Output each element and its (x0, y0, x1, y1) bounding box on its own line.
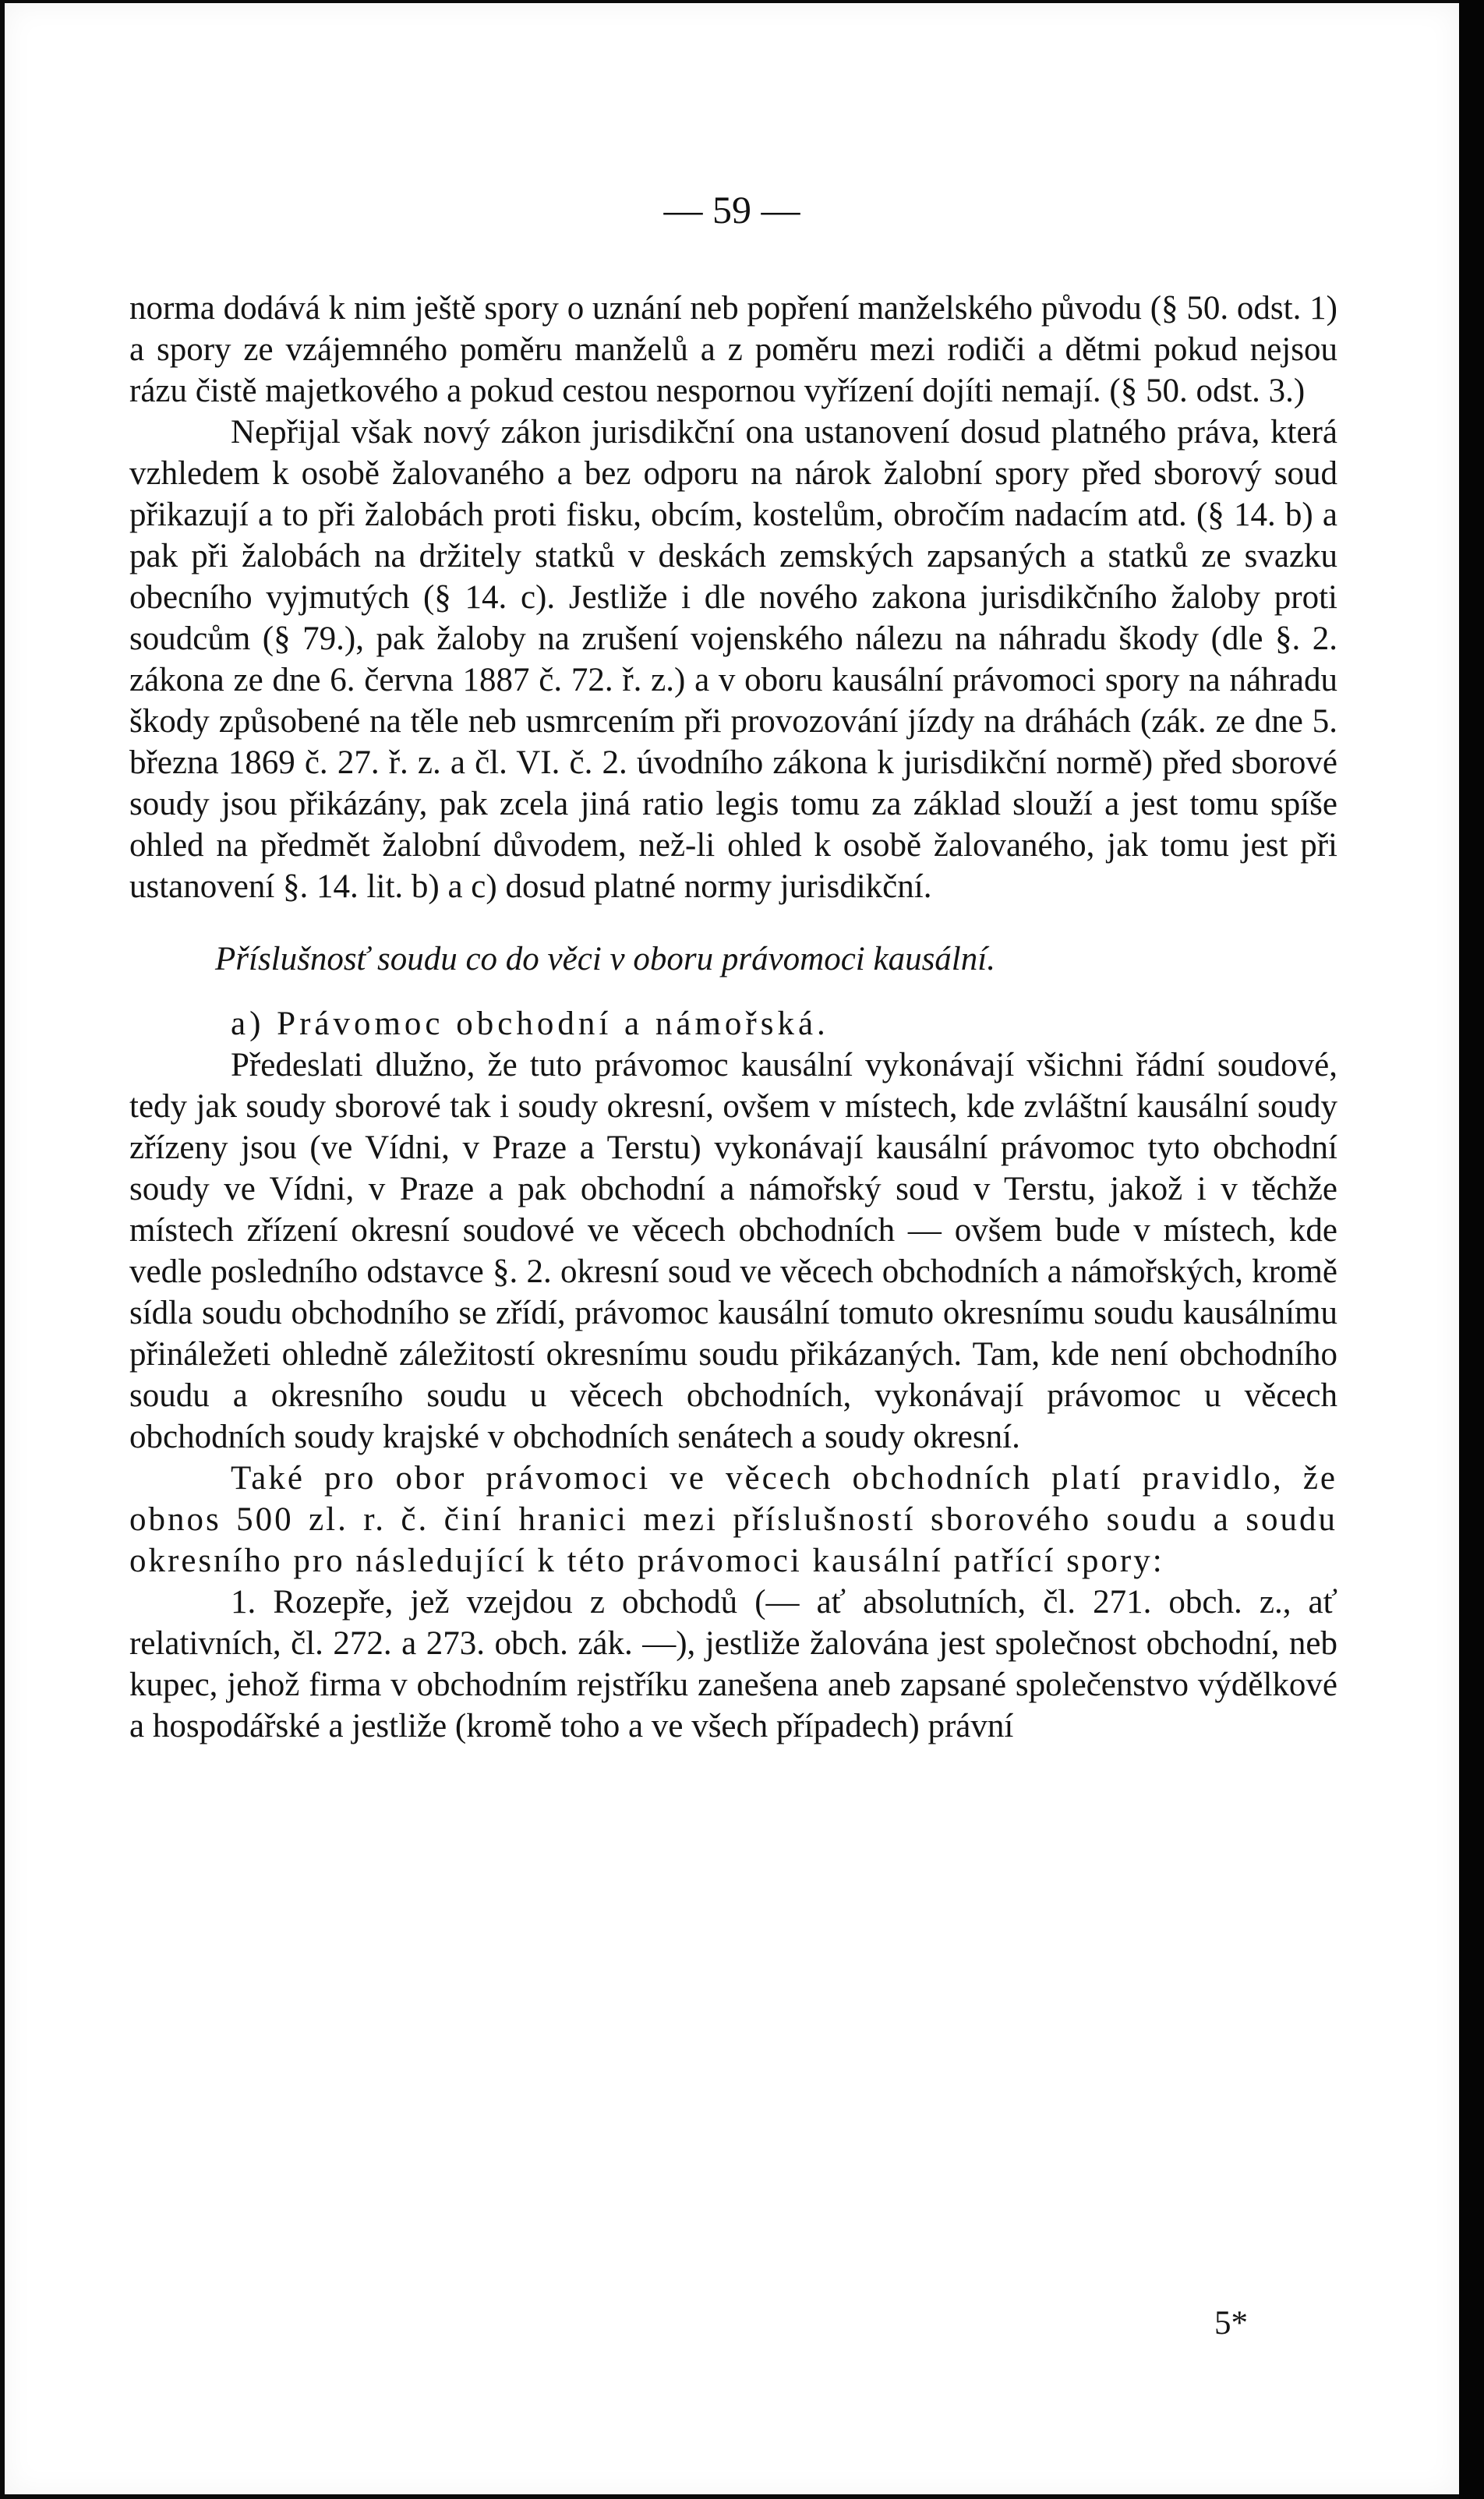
paragraph: Také pro obor právomoci ve věcech obchodních platí pravidlo, že obnos 500 zl. r. č. činí hranici mezi příslušností sborového soudu a soudu okresního pro následující k této právomoci kausální patřící spory: (129, 1460, 1337, 1579)
subsection-heading: a) Právomoc obchodní a námořská. (231, 1006, 829, 1042)
paragraph: Předeslati dlužno, že tuto právomoc kausální vykonávají všichni řádní soudové, tedy jak soudy sborové tak i soudy okresní, ovšem v místech, kde zvláštní kausální soudy zřízeny jsou (ve Vídni, v Praze a Terstu) vykonávají kausální právomoc tyto obchodní soudy ve Vídni, v Praze a pak obchodní a námořský soud v Terstu, jakož i v těchže místech zřízení okresní soudové ve věcech obchodních — ovšem bude v místech, kde vedle posledního odstavce §. 2. okresní soud ve věcech obchodních a námořských, kromě sídla soudu obchodního se zřídí, právomoc kausální tomuto okresnímu soudu kausálnímu přináležeti ohledně záležitostí okresnímu soudu přikázaných. Tam, kde není obchodního soudu a okresního soudu u věcech obchodních, vykonávají právomoc u věcech obchodních soudy krajské v obchodních senátech a soudy okresní. (129, 1047, 1337, 1455)
signature-mark: 5* (1214, 2305, 1248, 2342)
body-text (129, 288, 1337, 1747)
scan-edge (1459, 0, 1484, 2499)
section-title: Příslušnosť soudu co do věci v oboru právomoci kausální. (215, 941, 995, 977)
page-number-header: — 59 — (663, 188, 800, 232)
document-page (5, 3, 1459, 2494)
paragraph: Nepřijal však nový zákon jurisdikční ona ustanovení dosud platného práva, která vzhledem k osobě žalovaného a bez odporu na nárok žalobní spory před sborový soud přikazují a to při žalobách proti fisku, obcím, kostelům, obročím nadacím atd. (§ 14. b) a pak při žalobách na držitely statků v deskách zemských zapsaných a statků ze svazku obecního vyjmutých (§ 14. c). Jestliže i dle nového zakona jurisdikčního žaloby proti soudcům (§ 79.), pak žaloby na zrušení vojenského nálezu na náhradu škody (dle §. 2. zákona ze dne 6. června 1887 č. 72. ř. z.) a v oboru kausální právomoci spory na náhradu škody způsobené na těle neb usmrcením při provozování jízdy na dráhách (zák. ze dne 5. března 1869 č. 27. ř. z. a čl. VI. č. 2. úvodního zákona k jurisdikční normě) před sborové soudy jsou přikázány, pak zcela jiná ratio legis tomu za základ slouží a jest tomu spíše ohled na předmět žalobní důvodem, než-li ohled k osobě žalovaného, jak tomu jest při ustanovení §. 14. lit. b) a c) dosud platné normy jurisdikční. (129, 414, 1337, 905)
paragraph-continuation: norma dodává k nim ještě spory o uznání neb popření manželského původu (§ 50. odst. 1) a spory ze vzájemného poměru manželů a z poměru mezi rodiči a dětmi pokud nejsou rázu čistě majetkového a pokud cestou nespornou vyřízení dojíti nemají. (§ 50. odst. 3.) (129, 290, 1337, 409)
list-item-paragraph: 1. Rozepře, jež vzejdou z obchodů (— ať absolutních, čl. 271. obch. z., ať relativních, čl. 272. a 273. obch. zák. —), jestliže žalována jest společnost obchodní, neb kupec, jehož firma v obchodním rejstříku zanešena aneb zapsané společenstvo výdělkové a hospodářské a jestliže (kromě toho a ve všech případech) právní (129, 1584, 1337, 1744)
